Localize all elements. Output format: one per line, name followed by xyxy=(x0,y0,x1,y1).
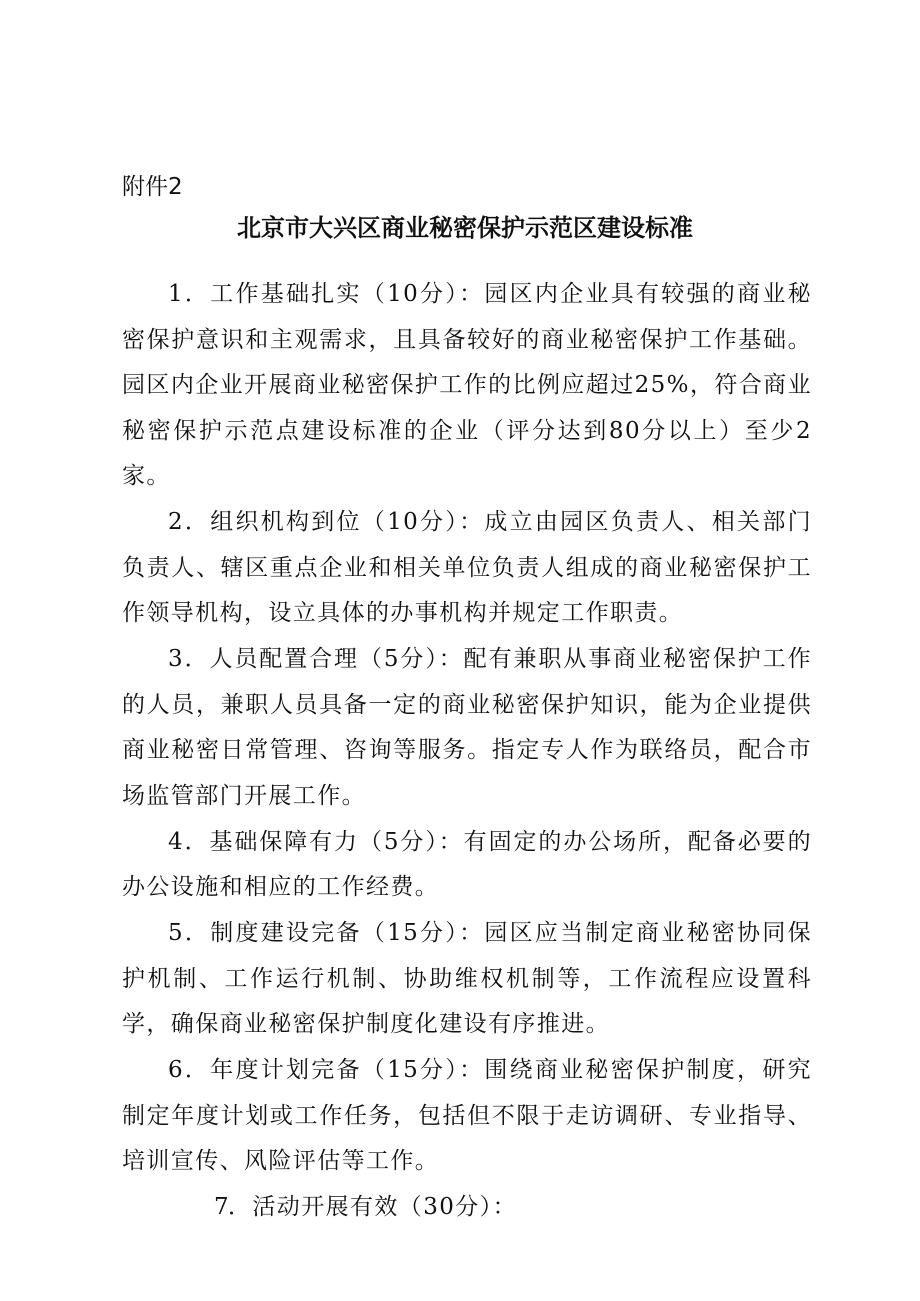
item-text: ．基础保障有力（5分）：有固定的办公场所，配备必要的办公设施和相应的工作经费。 xyxy=(122,828,812,900)
item-text: ．制度建设完备（15分）：园区应当制定商业秘密协同保护机制、工作运行机制、协助维权机制等，工作流程应设置科学，确保商业秘密保护制度化建设有序推进。 xyxy=(122,920,812,1037)
paragraph-item-7 xyxy=(122,1185,812,1231)
item-number: 3 xyxy=(168,646,185,672)
item-number: 5 xyxy=(168,920,185,946)
item-number: 2 xyxy=(168,509,185,535)
paragraph-item-2 xyxy=(122,500,812,637)
item-number: 4 xyxy=(168,828,185,855)
document-title: 北京市大兴区商业秘密保护示范区建设标准 xyxy=(237,214,693,242)
document-body xyxy=(122,272,812,1231)
paragraph-item-6 xyxy=(122,1048,812,1185)
paragraph-item-1 xyxy=(122,272,812,500)
paragraph-item-4 xyxy=(122,820,812,911)
item-text: ．年度计划完备（15分）：围绕商业秘密保护制度，研究制定年度计划或工作任务，包括但不限于走访调研、专业指导、培训宣传、风险评估等工作。 xyxy=(122,1057,812,1174)
item-number: 7 xyxy=(214,1194,231,1220)
item-text: ．组织机构到位（10分）：成立由园区负责人、相关部门负责人、辖区重点企业和相关单位负责人组成的商业秘密保护工作领导机构，设立具体的办事机构并规定工作职责。 xyxy=(122,509,812,626)
paragraph-item-5 xyxy=(122,911,812,1048)
item-number: 6 xyxy=(168,1057,185,1083)
paragraph-item-3 xyxy=(122,637,812,819)
item-number: 1 xyxy=(168,281,185,307)
attachment-label: 附件2 xyxy=(122,174,183,200)
item-text: ．工作基础扎实（10分）：园区内企业具有较强的商业秘密保护意识和主观需求，且具备较好的商业秘密保护工作基础。园区内企业开展商业秘密保护工作的比例应超过25%，符合商业秘密保护示范点建设标准的企业（评分达到80分以上）至少2家。 xyxy=(122,281,812,489)
item-text: ．人员配置合理（5分）：配有兼职从事商业秘密保护工作的人员，兼职人员具备一定的商业秘密保护知识，能为企业提供商业秘密日常管理、咨询等服务。指定专人作为联络员，配合市场监管部门开展工作。 xyxy=(122,646,812,809)
item-text: ．活动开展有效（30分）： xyxy=(228,1194,517,1220)
